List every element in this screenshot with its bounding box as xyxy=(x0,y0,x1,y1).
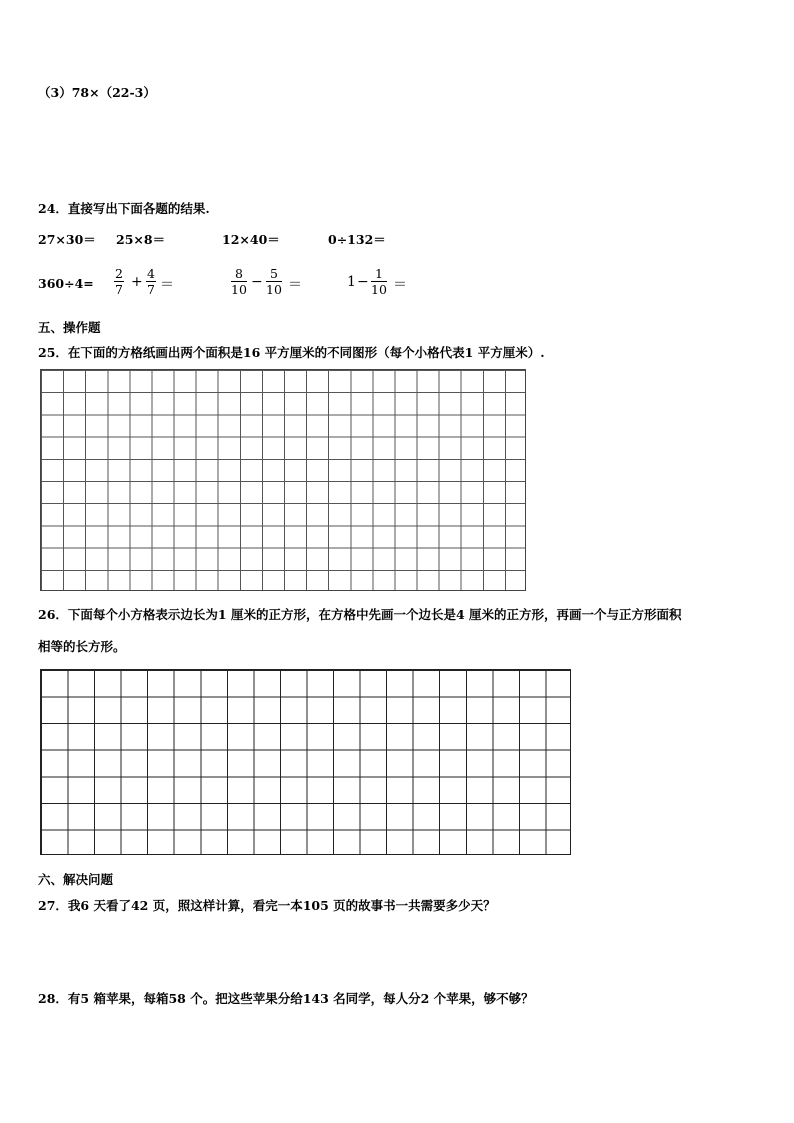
plus-sign: + xyxy=(131,274,143,290)
q24-item-5: 360÷4= xyxy=(38,276,94,291)
q24-item-4: 0÷132＝ xyxy=(328,232,386,247)
q26-text-line1: 26．下面每个小方格表示边长为1 厘米的正方形，在方格中先画一个边长是4 厘米的正方形，再画一个与正方形面积 xyxy=(38,607,682,622)
fraction-1-10 xyxy=(371,266,387,297)
minus-sign: − xyxy=(251,274,263,290)
fraction-2-7 xyxy=(114,266,124,297)
denominator: 10 xyxy=(266,282,282,297)
equals-sign: ＝ xyxy=(393,277,407,293)
q24-item-1: 27×30＝ xyxy=(38,232,96,247)
numerator: 5 xyxy=(266,266,282,282)
numerator: 1 xyxy=(371,266,387,282)
denominator: 7 xyxy=(115,282,123,297)
q25-text: 25．在下面的方格纸画出两个面积是16 平方厘米的不同图形（每个小格代表1 平方厘米）. xyxy=(38,345,545,360)
whole-number: 1 xyxy=(347,274,356,290)
denominator: 10 xyxy=(231,282,247,297)
equals-sign: ＝ xyxy=(160,277,174,293)
q23-part3: （3）78×（22-3） xyxy=(38,85,156,100)
numerator: 4 xyxy=(147,266,155,281)
minus-sign: − xyxy=(357,274,369,290)
q24-item-3: 12×40＝ xyxy=(222,232,280,247)
denominator: 10 xyxy=(371,282,387,297)
equals-sign: ＝ xyxy=(288,277,302,293)
q28-text: 28．有5 箱苹果，每箱58 个。把这些苹果分给143 名同学，每人分2 个苹果，够不够？ xyxy=(38,991,534,1006)
square-grid-paper[interactable] xyxy=(40,669,571,855)
q26-text-line2: 相等的长方形。 xyxy=(38,639,126,654)
fraction-5-10 xyxy=(266,266,282,297)
q24-item-2: 25×8＝ xyxy=(116,232,166,247)
numerator: 8 xyxy=(231,266,247,282)
dashed-grid-paper[interactable] xyxy=(40,369,526,591)
q24-title: 24．直接写出下面各题的结果. xyxy=(38,201,210,216)
fraction-4-7 xyxy=(146,266,156,297)
section-5-heading: 五、操作题 xyxy=(38,320,101,335)
denominator: 7 xyxy=(147,282,155,297)
numerator: 2 xyxy=(115,266,123,281)
section-6-heading: 六、解决问题 xyxy=(38,872,114,887)
fraction-8-10 xyxy=(231,266,247,297)
q27-text: 27．我6 天看了42 页，照这样计算，看完一本105 页的故事书一共需要多少天？ xyxy=(38,898,496,913)
